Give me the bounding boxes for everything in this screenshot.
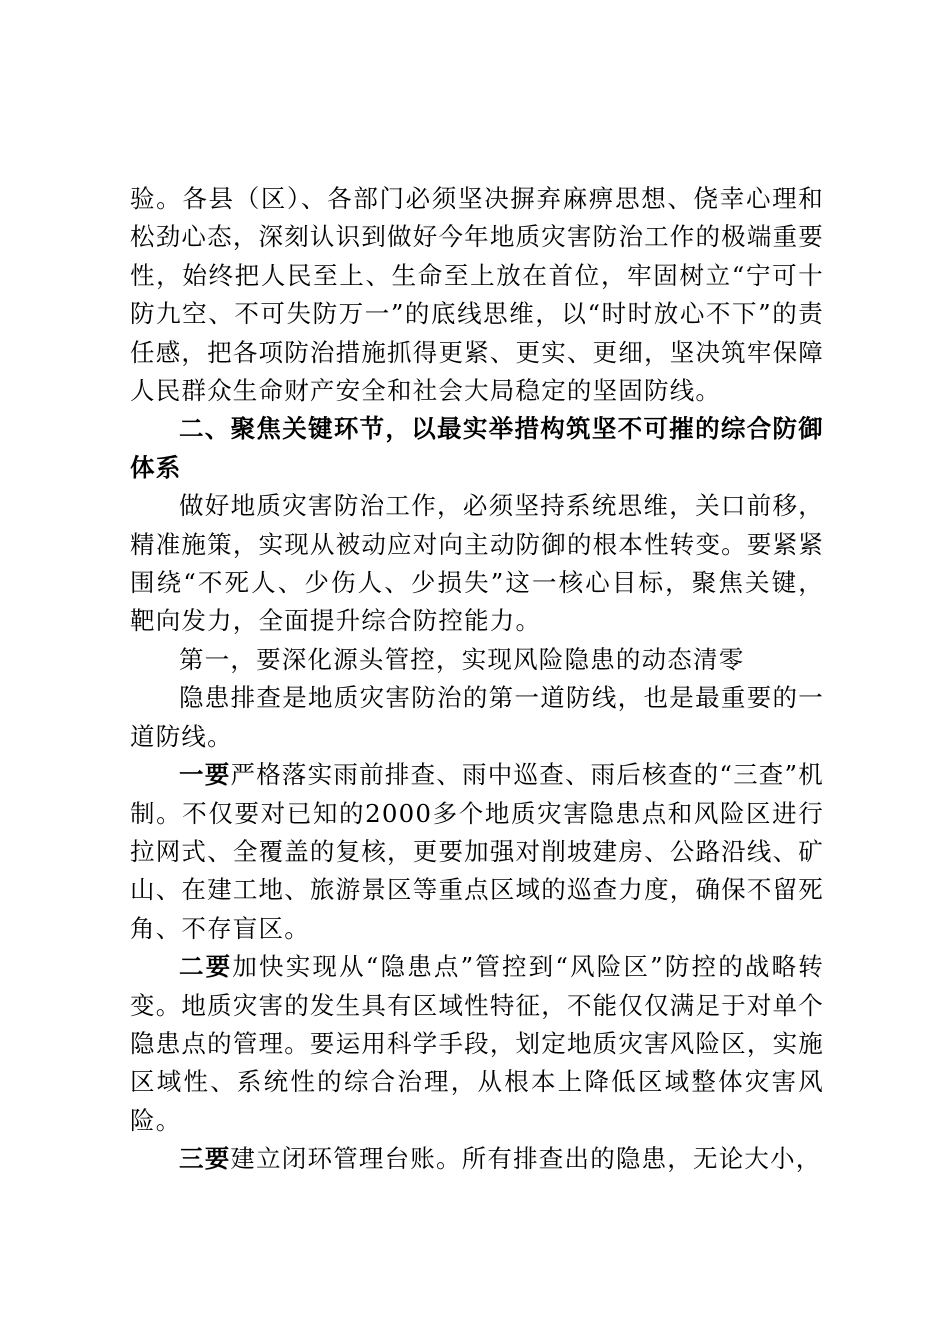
list-item-3: [130, 1140, 824, 1178]
list-item-3-lead: 三要: [179, 1144, 231, 1174]
list-item-2-lead: 二要: [179, 952, 233, 982]
list-item-1-lead: 一要: [179, 760, 231, 790]
list-item-3-text: 建立闭环管理台账。所有排查出的隐患，无论大小，: [230, 1144, 822, 1174]
document-page: [130, 180, 824, 1179]
subheading-first: 第一，要深化源头管控，实现风险隐患的动态清零: [179, 644, 745, 674]
paragraph-systematic-thinking: 做好地质灾害防治工作，必须坚持系统思维，关口前移，精准施策，实现从被动应对向主动防御的根本性转变。要紧紧围绕“不死人、少伤人、少损失”这一核心目标，聚焦关键，靶向发力，全面提升综合防控能力。: [130, 491, 824, 636]
list-item-2-text: 加快实现从“隐患点”管控到“风险区”防控的战略转变。地质灾害的发生具有区域性特征，不能仅仅满足于对单个隐患点的管理。要运用科学手段，划定地质灾害风险区，实施区域性、系统性的综合治理，从根本上降低区域整体灾害风险。: [130, 952, 824, 1135]
list-item-1: [130, 756, 824, 948]
paragraph-hazard-check: 隐患排查是地质灾害防治的第一道防线，也是最重要的一道防线。: [130, 683, 824, 751]
list-item-2: [130, 948, 824, 1140]
list-item-1-text: 严格落实雨前排查、雨中巡查、雨后核查的“三查”机制。不仅要对已知的2000多个地质灾害隐患点和风险区进行拉网式、全覆盖的复核，更要加强对削坡建房、公路沿线、矿山、在建工地、旅游景区等重点区域的巡查力度，确保不留死角、不存盲区。: [130, 760, 824, 943]
section-heading-2: 二、聚焦关键环节，以最实举措构筑坚不可摧的综合防御体系: [130, 414, 824, 482]
paragraph-continuation: 验。各县（区）、各部门必须坚决摒弃麻痹思想、侥幸心理和松劲心态，深刻认识到做好今年地质灾害防治工作的极端重要性，始终把人民至上、生命至上放在首位，牢固树立“宁可十防九空、不可失防万一”的底线思维，以“时时放心不下”的责任感，把各项防治措施抓得更紧、更实、更细，坚决筑牢保障人民群众生命财产安全和社会大局稳定的坚固防线。: [130, 184, 824, 406]
